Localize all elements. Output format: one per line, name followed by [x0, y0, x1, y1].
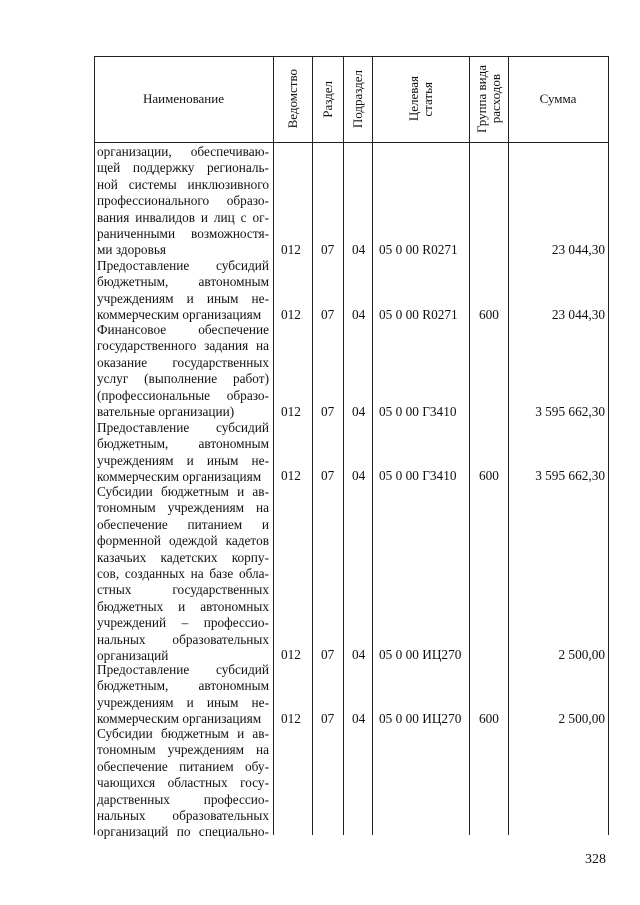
cell-vedomstvo: 012 — [281, 711, 301, 726]
cell-vedomstvo: 012 — [281, 307, 301, 322]
name-line: Субсидии бюджетным и ав- — [97, 484, 269, 499]
cell-podrazdel: 04 — [352, 647, 366, 662]
row-name — [97, 258, 269, 324]
name-line: дарственных профессио- — [97, 791, 269, 807]
header-podrazdel — [343, 56, 372, 142]
name-line: коммерческим организациям — [97, 711, 262, 727]
name-line: организаций — [97, 648, 169, 664]
name-line: сов, созданных на базе обла- — [97, 566, 269, 582]
header-gruppa — [469, 56, 508, 142]
row-name — [97, 484, 269, 664]
cell-celevaya: 05 0 00 ИЦ270 — [379, 647, 462, 662]
header-gruppa-line2: расходов — [487, 74, 503, 124]
cell-razdel: 07 — [321, 468, 335, 483]
name-line: учреждениям и иным не- — [97, 452, 269, 468]
name-line: обеспечение питанием и — [97, 516, 269, 532]
col-border-ved — [312, 56, 313, 835]
col-border-left — [94, 56, 95, 835]
cell-summa: 2 500,00 — [558, 711, 605, 726]
cell-vedomstvo: 012 — [281, 404, 301, 419]
name-line: услуг (выполнение работ) — [97, 371, 269, 387]
name-line: оказание государственных — [97, 354, 269, 370]
budget-table — [94, 56, 609, 840]
cell-podrazdel: 04 — [352, 404, 366, 419]
cell-celevaya: 05 0 00 Г3410 — [379, 404, 457, 419]
cell-celevaya: 05 0 00 R0271 — [379, 242, 458, 257]
name-line: обеспечение питанием обу- — [97, 758, 269, 774]
cell-razdel: 07 — [321, 404, 335, 419]
header-summa-text: Сумма — [539, 91, 577, 106]
name-line: Предоставление субсидий — [97, 258, 269, 273]
cell-razdel: 07 — [321, 711, 335, 726]
row-name — [97, 726, 269, 841]
header-celevaya-line2: статья — [419, 81, 435, 117]
cell-gruppa: 600 — [479, 711, 499, 726]
name-line: Субсидии бюджетным и ав- — [97, 726, 269, 741]
header-vedomstvo-text: Ведомство — [284, 69, 300, 129]
name-line: стных государственных — [97, 582, 269, 598]
cell-summa: 3 595 662,30 — [535, 468, 605, 483]
name-line: (профессиональные образо- — [97, 387, 269, 403]
col-border-grp — [508, 56, 509, 835]
cell-razdel: 07 — [321, 242, 335, 257]
name-line: казачьих кадетских корпу- — [97, 549, 269, 565]
name-line: Финансовое обеспечение — [97, 322, 269, 337]
row-name — [97, 420, 269, 486]
name-line: тономным учреждениям на — [97, 500, 269, 516]
cell-vedomstvo: 012 — [281, 468, 301, 483]
name-line: учреждениям и иным не- — [97, 694, 269, 710]
name-line: форменной одеждой кадетов — [97, 533, 269, 549]
name-line: коммерческим организациям — [97, 469, 262, 485]
cell-celevaya: 05 0 00 R0271 — [379, 307, 458, 322]
col-border-cs — [469, 56, 470, 835]
header-gruppa-line1: Группа вида — [473, 65, 489, 133]
name-line: бюджетных и автономных — [97, 598, 269, 614]
row-name — [97, 322, 269, 420]
row-name — [97, 144, 269, 259]
header-podrazdel-text: Подраздел — [349, 69, 365, 129]
header-bottom-border — [94, 142, 609, 143]
col-border-podr — [372, 56, 373, 835]
name-line: вания инвалидов и лиц с ог- — [97, 209, 269, 225]
name-line: учреждений – профессио- — [97, 615, 269, 631]
name-line: организаций по специально- — [97, 824, 269, 840]
cell-summa: 3 595 662,30 — [535, 404, 605, 419]
name-line: нальных образовательных — [97, 808, 269, 824]
cell-podrazdel: 04 — [352, 711, 366, 726]
header-celevaya — [372, 56, 469, 142]
cell-gruppa: 600 — [479, 307, 499, 322]
cell-vedomstvo: 012 — [281, 647, 301, 662]
header-name — [94, 56, 273, 142]
name-line: чающихся областных госу- — [97, 775, 269, 791]
name-line: учреждениям и иным не- — [97, 290, 269, 306]
cell-celevaya: 05 0 00 ИЦ270 — [379, 711, 462, 726]
cell-podrazdel: 04 — [352, 307, 366, 322]
cell-razdel: 07 — [321, 307, 335, 322]
cell-summa: 23 044,30 — [551, 307, 605, 322]
header-summa — [508, 56, 608, 142]
row-name — [97, 662, 269, 728]
col-border-name — [273, 56, 274, 835]
name-line: Предоставление субсидий — [97, 662, 269, 677]
cell-podrazdel: 04 — [352, 242, 366, 257]
name-line: щей поддержку региональ- — [97, 160, 269, 176]
cell-celevaya: 05 0 00 Г3410 — [379, 468, 457, 483]
name-line: организации, обеспечиваю- — [97, 144, 269, 159]
col-border-right — [608, 56, 609, 835]
cell-summa: 23 044,30 — [551, 242, 605, 257]
cell-razdel: 07 — [321, 647, 335, 662]
name-line: нальных образовательных — [97, 631, 269, 647]
header-name-text: Наименование — [143, 91, 224, 106]
header-vedomstvo — [273, 56, 312, 142]
name-line: ми здоровья — [97, 242, 167, 258]
cell-podrazdel: 04 — [352, 468, 366, 483]
name-line: бюджетным, автономным — [97, 436, 269, 452]
page-number: 328 — [585, 852, 606, 867]
name-line: бюджетным, автономным — [97, 274, 269, 290]
header-razdel-text: Раздел — [319, 80, 335, 118]
name-line: вательные организации) — [97, 404, 235, 420]
cell-gruppa: 600 — [479, 468, 499, 483]
name-line: тономным учреждениям на — [97, 742, 269, 758]
name-line: профессионального образо- — [97, 193, 269, 209]
name-line: ной системы инклюзивного — [97, 176, 269, 192]
name-line: раниченными возможностя- — [97, 226, 269, 242]
header-razdel — [312, 56, 343, 142]
cell-summa: 2 500,00 — [558, 647, 605, 662]
name-line: государственного задания на — [97, 338, 269, 354]
cell-vedomstvo: 012 — [281, 242, 301, 257]
name-line: бюджетным, автономным — [97, 678, 269, 694]
col-border-razd — [343, 56, 344, 835]
name-line: Предоставление субсидий — [97, 420, 269, 435]
name-line: коммерческим организациям — [97, 307, 262, 323]
header-celevaya-line1: Целевая — [405, 76, 421, 122]
